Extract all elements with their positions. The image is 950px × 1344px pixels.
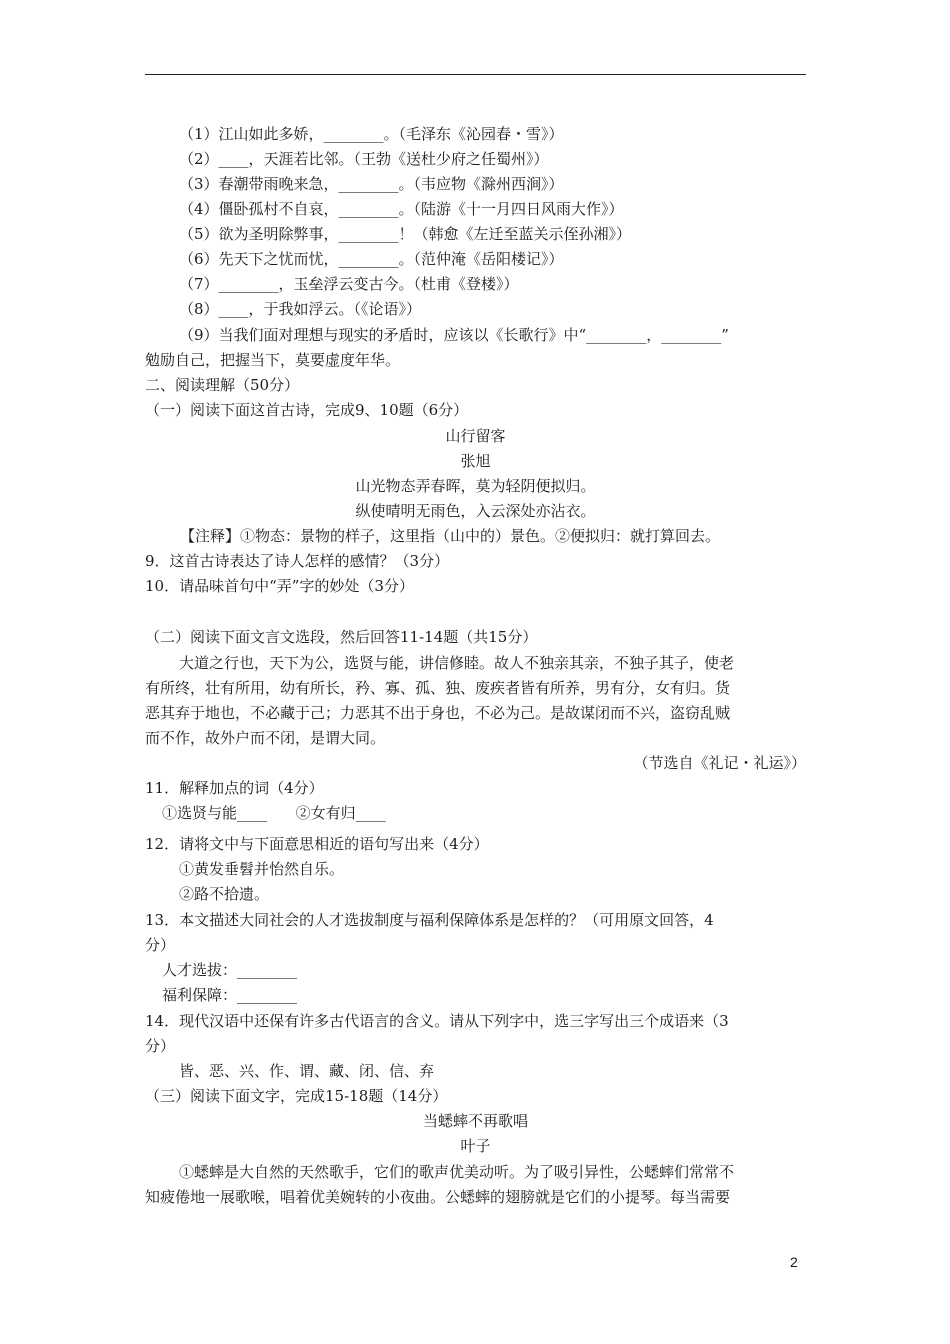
article-author: 叶子 xyxy=(460,1137,491,1155)
section2-heading: 二、阅读理解（50分） xyxy=(145,376,300,394)
question-14: 14．现代汉语中还保有许多古代语言的含义。请从下列字中，选三字写出三个成语来（3 xyxy=(145,1012,729,1030)
poetry-item-8: （8）____，于我如浮云。（《论语》） xyxy=(179,300,422,318)
poetry-item-9-cont: 勉励自己，把握当下，莫要虚度年华。 xyxy=(145,351,401,369)
passage-line: 恶其弃于地也，不必藏于己；力恶其不出于身也，不必为己。是故谋闭而不兴，盗窃乱贼 xyxy=(145,704,731,722)
poem-title: 山行留客 xyxy=(445,427,506,445)
poetry-item-2: （2）____，天涯若比邻。（王勃《送杜少府之任蜀州》） xyxy=(179,150,549,168)
question-12: 12．请将文中与下面意思相近的语句写出来（4分） xyxy=(145,835,489,853)
poetry-item-6: （6）先天下之忧而忧，________。（范仲淹《岳阳楼记》） xyxy=(179,250,564,268)
question-13: 13．本文描述大同社会的人才选拔制度与福利保障体系是怎样的？（可用原文回答，4 xyxy=(145,911,714,929)
article-line: 知疲倦地一展歌喉，唱着优美婉转的小夜曲。公蟋蟀的翅膀就是它们的小提琴。每当需要 xyxy=(145,1188,731,1206)
poetry-item-3: （3）春潮带雨晚来急，________。（韦应物《滁州西涧》） xyxy=(179,175,564,193)
passage-line: 而不作，故外户而不闭，是谓大同。 xyxy=(145,729,386,747)
passage-line: 有所终，壮有所用，幼有所长，矜、寡、孤、独、废疾者皆有所养，男有分，女有归。货 xyxy=(145,679,731,697)
poetry-item-5: （5）欲为圣明除弊事，________！（韩愈《左迁至蓝关示侄孙湘》） xyxy=(179,225,632,243)
question-14-cont: 分） xyxy=(145,1037,176,1055)
header-rule xyxy=(145,74,806,75)
passage-line: 大道之行也，天下为公，选贤与能，讲信修睦。故人不独亲其亲，不独子其子，使老 xyxy=(179,654,735,672)
poetry-item-4: （4）僵卧孤村不自哀，________。（陆游《十一月四日风雨大作》） xyxy=(179,200,624,218)
poem-author: 张旭 xyxy=(460,452,491,470)
question-12-item-2: ②路不拾遗。 xyxy=(179,885,270,903)
poem-line-2: 纵使晴明无雨色，入云深处亦沾衣。 xyxy=(355,502,596,520)
question-10: 10．请品味首句中“弄”字的妙处（3分） xyxy=(145,577,414,595)
question-9: 9．这首古诗表达了诗人怎样的感情？（3分） xyxy=(145,552,450,570)
poem-note: 【注释】①物态：景物的样子，这里指（山中的）景色。②便拟归：就打算回去。 xyxy=(180,527,721,545)
question-11-items: ①选贤与能____ ②女有归____ xyxy=(162,804,386,822)
article-title: 当蟋蟀不再歌唱 xyxy=(422,1112,528,1130)
part1-heading: （一）阅读下面这首古诗，完成9、10题（6分） xyxy=(145,401,469,419)
question-13-talent: 人才选拔：________ xyxy=(162,961,298,979)
poetry-item-7: （7）________，玉垒浮云变古今。（杜甫《登楼》） xyxy=(179,275,519,293)
question-13-cont: 分） xyxy=(145,936,176,954)
question-11: 11．解释加点的词（4分） xyxy=(145,779,324,797)
question-13-welfare: 福利保障：________ xyxy=(162,986,298,1004)
poem-line-1: 山光物态弄春晖，莫为轻阴便拟归。 xyxy=(355,477,596,495)
question-12-item-1: ①黄发垂髫并怡然自乐。 xyxy=(179,860,345,878)
page-number: 2 xyxy=(790,1254,798,1270)
poetry-item-9: （9）当我们面对理想与现实的矛盾时，应该以《长歌行》中“________，________” xyxy=(179,326,729,344)
part3-heading: （三）阅读下面文字，完成15-18题（14分） xyxy=(145,1087,448,1105)
article-line: ①蟋蟀是大自然的天然歌手，它们的歌声优美动听。为了吸引异性，公蟋蟀们常常不 xyxy=(179,1163,735,1181)
part2-heading: （二）阅读下面文言文选段，然后回答11-14题（共15分） xyxy=(145,628,538,646)
passage-source: （节选自《礼记・礼运》） xyxy=(633,754,806,772)
poetry-item-1: （1）江山如此多娇，________。（毛泽东《沁园春・雪》） xyxy=(179,125,564,143)
question-14-chars: 皆、恶、兴、作、谓、藏、闭、信、弃 xyxy=(179,1062,435,1080)
